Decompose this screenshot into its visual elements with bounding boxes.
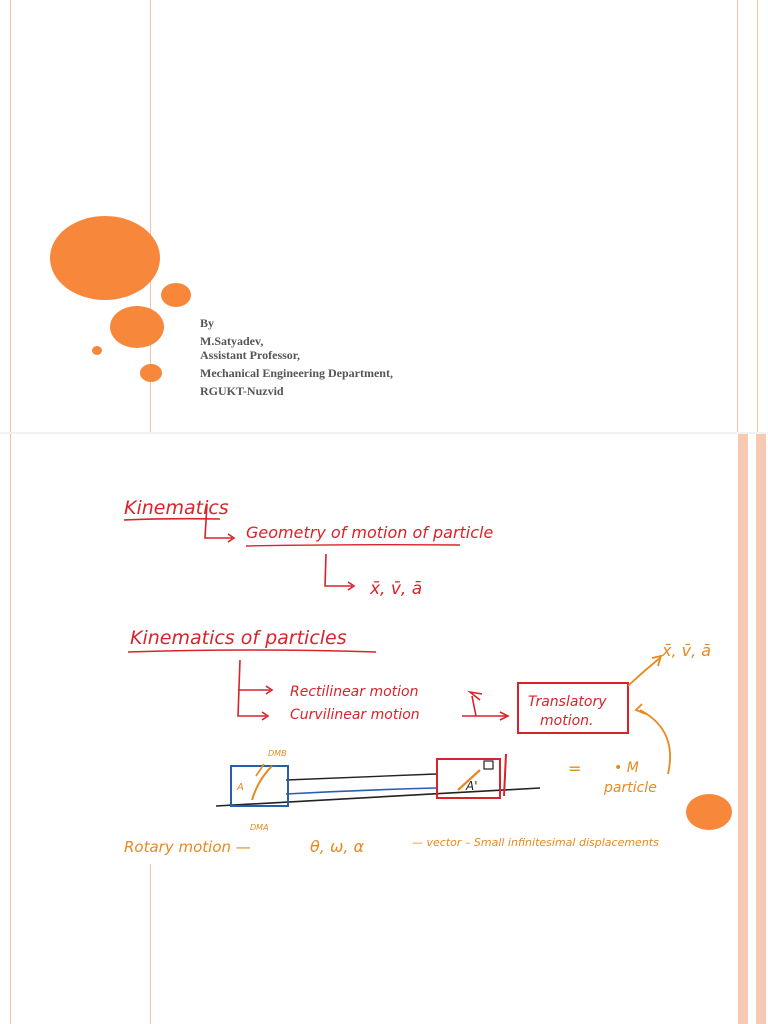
decor-circle-large — [50, 216, 160, 300]
author-info — [200, 316, 393, 398]
heading-kinematics: Kinematics — [124, 497, 229, 519]
curvilinear-text: Curvilinear motion — [290, 707, 420, 723]
rotary-text: Rotary motion — — [124, 838, 251, 856]
rectilinear-text: Rectilinear motion — [290, 684, 419, 700]
author-name: M.Satyadev, — [200, 334, 264, 348]
author-department: Mechanical Engineering Department, — [200, 366, 393, 380]
geometry-text: Geometry of motion of particle — [246, 523, 494, 542]
dm-top-label: DMB — [268, 749, 287, 758]
by-label: By — [200, 316, 215, 330]
notes-slide — [0, 434, 768, 1024]
particle-m: • M — [614, 760, 639, 776]
decor-circle-tiny — [92, 346, 102, 355]
decor-circle-small — [140, 364, 162, 382]
translatory-line2: motion. — [540, 713, 594, 729]
vector-text: — vector – Small infinitesimal displacements — [412, 836, 659, 849]
translatory-line1: Translatory — [528, 694, 607, 710]
point-a: A — [237, 782, 244, 793]
decor-line — [757, 0, 758, 432]
equals-sign: = — [568, 759, 582, 778]
handwritten-notes — [0, 434, 768, 1024]
title-slide — [0, 0, 768, 432]
decor-line — [10, 0, 11, 432]
author-role: Assistant Professor, — [200, 348, 301, 362]
angular-quantities: θ, ω, α — [310, 837, 365, 856]
decor-line — [737, 0, 738, 432]
dm-bottom-label: DMA — [250, 823, 269, 832]
particle-label: particle — [604, 780, 657, 796]
point-a-prime: A' — [466, 779, 478, 793]
author-institution: RGUKT-Nuzvid — [200, 384, 284, 398]
quantities-text: x̄, v̄, ā — [370, 579, 423, 599]
decor-circle-small — [161, 283, 191, 307]
decor-circle-medium — [110, 306, 164, 348]
quantities2-text: x̄, v̄, ā — [662, 641, 712, 660]
heading-kinematics-particles: Kinematics of particles — [130, 627, 347, 649]
